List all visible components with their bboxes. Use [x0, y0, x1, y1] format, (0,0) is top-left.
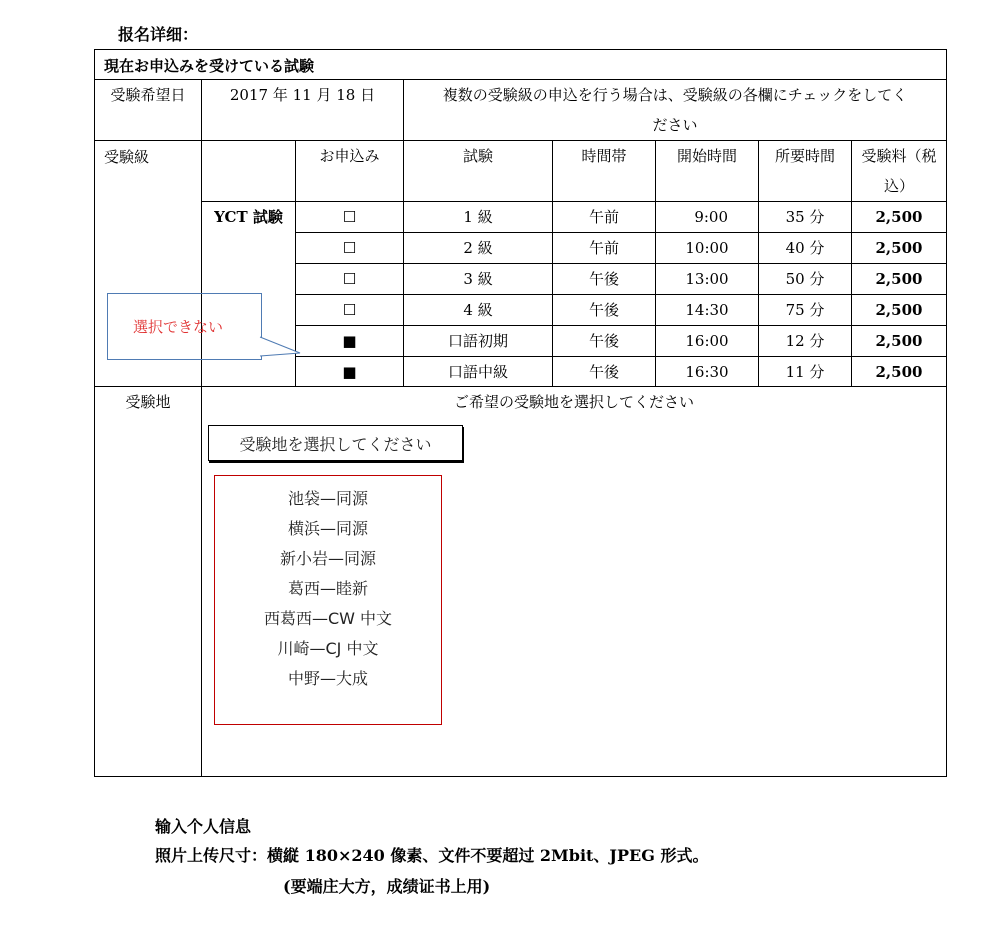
note-line-2: ださい — [652, 116, 698, 134]
exam-start: 16:30 — [685, 363, 729, 381]
apply-checkbox-4[interactable]: ☐ — [342, 301, 357, 319]
venue-option[interactable]: 中野—大成 — [287, 669, 368, 688]
date-label: 受験希望日 — [110, 86, 186, 104]
exam-fee: 2,500 — [875, 270, 923, 288]
exam-name: 4 級 — [463, 301, 493, 319]
exam-period: 午前 — [588, 239, 619, 257]
exam-duration: 75 分 — [785, 301, 825, 319]
venue-label: 受験地 — [125, 393, 171, 411]
exam-fee: 2,500 — [875, 208, 923, 226]
callout-pointer — [255, 325, 305, 360]
callout-text: 選択できない — [133, 318, 224, 336]
exam-duration: 35 分 — [785, 208, 825, 226]
exam-name: 口語初期 — [447, 332, 508, 350]
exam-fee: 2,500 — [875, 363, 923, 381]
exam-period: 午後 — [588, 332, 619, 350]
venue-prompt: ご希望の受験地を選択してください — [453, 393, 694, 411]
exam-name: 3 級 — [463, 270, 493, 288]
exam-start: 14:30 — [685, 301, 729, 319]
header-exam: 試験 — [462, 147, 493, 165]
exam-fee: 2,500 — [875, 239, 923, 257]
exam-name: 2 級 — [463, 239, 493, 257]
header-duration: 所要時間 — [774, 147, 835, 165]
exam-start: 9:00 — [694, 208, 728, 226]
venue-option[interactable]: 池袋—同源 — [287, 489, 368, 508]
exam-period: 午後 — [588, 363, 619, 381]
header-start: 開始時間 — [676, 147, 737, 165]
apply-checkbox-2[interactable]: ☐ — [342, 239, 357, 257]
exam-period: 午後 — [588, 270, 619, 288]
photo-size-line: 照片上传尺寸：横縦 180×240 像素、文件不要超过 2Mbit、JPEG 形式。 — [155, 846, 709, 865]
exam-fee: 2,500 — [875, 301, 923, 319]
exam-start: 13:00 — [685, 270, 729, 288]
exam-period: 午後 — [588, 301, 619, 319]
header-fee-line-2: 込） — [883, 177, 914, 195]
exam-period: 午前 — [588, 208, 619, 226]
venue-option[interactable]: 川崎—CJ 中文 — [277, 639, 379, 658]
header-period: 時間帯 — [581, 147, 627, 165]
venue-dropdown — [214, 475, 442, 725]
personal-heading: 输入个人信息 — [155, 817, 252, 836]
exam-duration: 11 分 — [785, 363, 825, 381]
exam-start: 10:00 — [685, 239, 729, 257]
exam-name: 1 級 — [463, 208, 493, 226]
header-apply: お申込み — [319, 147, 380, 165]
exam-duration: 40 分 — [785, 239, 825, 257]
venue-select[interactable]: 受験地を選択してください — [208, 425, 463, 461]
venue-option[interactable]: 西葛西—CW 中文 — [263, 609, 393, 628]
exam-group-label: YCT 試験 — [214, 208, 283, 226]
note-line-1: 複数の受験級の申込を行う場合は、受験級の各欄にチェックをしてく — [442, 86, 908, 104]
header-fee-line-1: 受験料（税 — [861, 147, 937, 165]
apply-checkbox-1[interactable]: ☐ — [342, 208, 357, 226]
date-value: 2017 年 11 月 18 日 — [229, 86, 376, 104]
apply-checkbox-3[interactable]: ☐ — [342, 270, 357, 288]
level-label: 受験級 — [104, 148, 150, 166]
exam-duration: 12 分 — [785, 332, 825, 350]
exam-start: 16:00 — [685, 332, 729, 350]
photo-note: (要端庄大方，成绩证书上用) — [283, 877, 491, 896]
apply-checkbox-5-disabled: ■ — [342, 332, 357, 350]
exam-fee: 2,500 — [875, 332, 923, 350]
exam-duration: 50 分 — [785, 270, 825, 288]
apply-checkbox-6-disabled: ■ — [342, 363, 357, 381]
venue-option[interactable]: 横浜—同源 — [287, 519, 368, 538]
page-title: 报名详细： — [118, 25, 199, 44]
venue-option[interactable]: 葛西—睦新 — [287, 579, 368, 598]
venue-option[interactable]: 新小岩—同源 — [279, 549, 376, 568]
exam-name: 口語中級 — [447, 363, 508, 381]
section-title: 現在お申込みを受けている試験 — [104, 57, 315, 75]
